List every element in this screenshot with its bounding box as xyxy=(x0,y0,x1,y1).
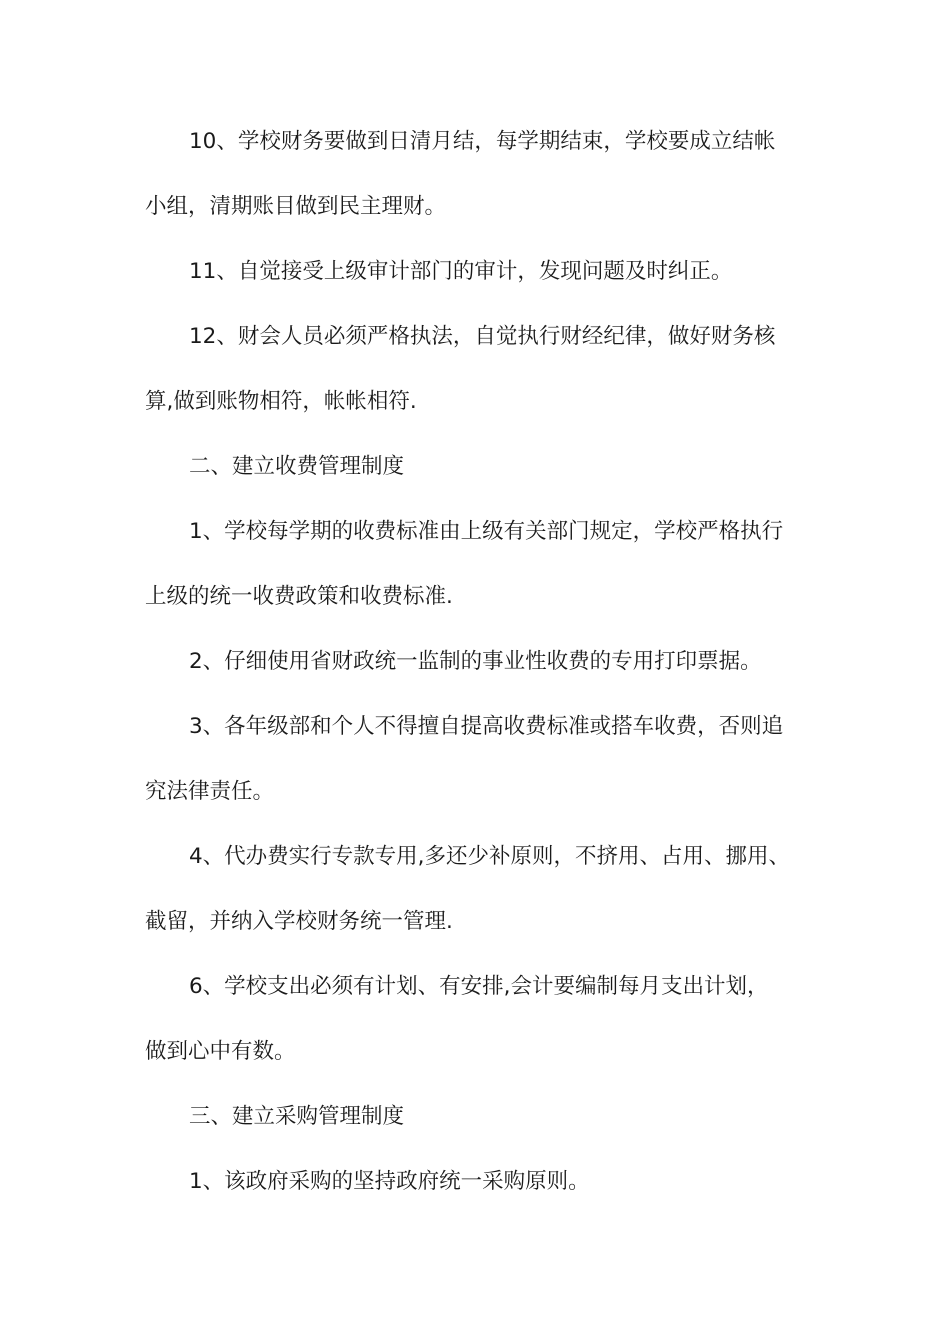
paragraph-item-10 xyxy=(145,126,825,223)
section-heading: 三、建立采购管理制度 xyxy=(189,1104,405,1129)
paragraph-line: 3、各年级部和个人不得擅自提高收费标准或搭车收费，否则追 xyxy=(189,714,784,739)
paragraph-line: 12、财会人员必须严格执法，自觉执行财经纪律，做好财务核 xyxy=(189,324,776,349)
section-heading-procurement xyxy=(145,1101,825,1133)
paragraph-item-11 xyxy=(145,256,825,288)
paragraph-line: 算,做到账物相符，帐帐相符. xyxy=(145,389,417,414)
paragraph-item-procurement-1 xyxy=(145,1166,825,1198)
document-body xyxy=(145,126,825,1231)
paragraph-line: 2、仔细使用省财政统一监制的事业性收费的专用打印票据。 xyxy=(189,649,762,674)
paragraph-item-6 xyxy=(145,971,825,1068)
paragraph-line: 1、该政府采购的坚持政府统一采购原则。 xyxy=(189,1169,590,1194)
paragraph-item-2 xyxy=(145,646,825,678)
paragraph-line: 11、自觉接受上级审计部门的审计，发现问题及时纠正。 xyxy=(189,259,733,284)
paragraph-line: 做到心中有数。 xyxy=(145,1039,296,1064)
section-heading: 二、建立收费管理制度 xyxy=(189,454,405,479)
paragraph-line: 6、学校支出必须有计划、有安排,会计要编制每月支出计划， xyxy=(189,974,769,999)
paragraph-line: 1、学校每学期的收费标准由上级有关部门规定，学校严格执行 xyxy=(189,519,784,544)
paragraph-line: 上级的统一收费政策和收费标准. xyxy=(145,584,453,609)
paragraph-line: 小组，清期账目做到民主理财。 xyxy=(145,194,447,219)
paragraph-line: 4、代办费实行专款专用,多还少补原则，不挤用、占用、挪用、 xyxy=(189,844,791,869)
paragraph-line: 截留，并纳入学校财务统一管理. xyxy=(145,909,453,934)
paragraph-item-1 xyxy=(145,516,825,613)
section-heading-fees xyxy=(145,451,825,483)
paragraph-line: 10、学校财务要做到日清月结，每学期结束，学校要成立结帐 xyxy=(189,129,776,154)
paragraph-item-3 xyxy=(145,711,825,808)
paragraph-item-4 xyxy=(145,841,825,938)
paragraph-line: 究法律责任。 xyxy=(145,779,275,804)
paragraph-item-12 xyxy=(145,321,825,418)
